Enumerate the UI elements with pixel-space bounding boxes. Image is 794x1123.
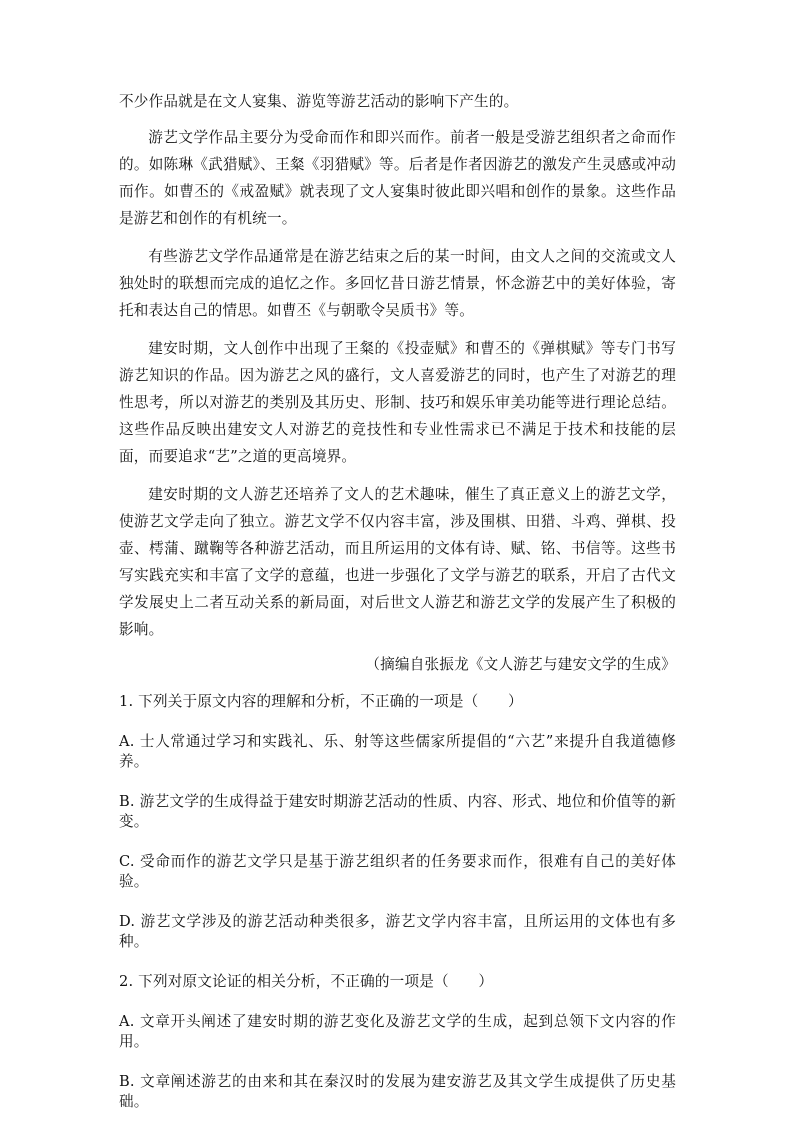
question-1-option-d: D. 游艺文学涉及的游艺活动种类很多，游艺文学内容丰富，且所运用的文体也有多种。: [119, 913, 676, 950]
passage-source: （摘编自张振龙《文人游艺与建安文学的生成》: [365, 656, 676, 673]
passage-paragraph-3: 建安时期，文人创作中出现了王粲的《投壶赋》和曹丕的《弹棋赋》等专门书写游艺知识的作品。因为游艺之风的盛行，文人喜爱游艺的同时，也产生了对游艺的理性思考，所以对游艺的类别及其历史、形制、技巧和娱乐审美功能等进行理论总结。这些作品反映出建安文人对游艺的竞技性和专业性需求已不满足于技术和技能的层面，而要追求“艺”之道的更高境界。: [119, 340, 676, 465]
passage-paragraph-0: 不少作品就是在文人宴集、游览等游艺活动的影响下产生的。: [119, 93, 519, 110]
passage-paragraph-1: 游艺文学作品主要分为受命而作和即兴而作。前者一般是受游艺组织者之命而作的。如陈琳《武猎赋》、王粲《羽猎赋》等。后者是作者因游艺的激发产生灵感或冲动而作。如曹丕的《戒盈赋》就表现了文人宴集时彼此即兴唱和创作的景象。这些作品是游艺和创作的有机统一。: [119, 129, 676, 227]
question-2-option-a: A. 文章开头阐述了建安时期的游艺变化及游艺文学的生成，起到总领下文内容的作用。: [119, 1013, 676, 1050]
question-1-stem: 1. 下列关于原文内容的理解和分析，不正确的一项是（ ）: [119, 693, 523, 710]
passage-paragraph-4: 建安时期的文人游艺还培养了文人的艺术趣味，催生了真正意义上的游艺文学，使游艺文学走向了独立。游艺文学不仅内容丰富，涉及围棋、田猎、斗鸡、弹棋、投壶、樗蒲、蹴鞠等各种游艺活动，而且所运用的文体有诗、赋、铭、书信等。这些书写实践充实和丰富了文学的意蕴，也进一步强化了文学与游艺的联系，开启了古代文学发展史上二者互动关系的新局面，对后世文人游艺和游艺文学的发展产生了积极的影响。: [119, 486, 676, 638]
question-1-option-a: A. 士人常通过学习和实践礼、乐、射等这些儒家所提倡的“六艺”来提升自我道德修养。: [119, 733, 676, 770]
question-2-stem: 2. 下列对原文论证的相关分析，不正确的一项是（ ）: [119, 973, 494, 990]
question-1-option-b: B. 游艺文学的生成得益于建安时期游艺活动的性质、内容、形式、地位和价值等的新变。: [119, 793, 676, 830]
exam-page: [119, 88, 676, 1112]
question-2-option-b: B. 文章阐述游艺的由来和其在秦汉时的发展为建安游艺及其文学生成提供了历史基础。: [119, 1073, 676, 1110]
question-1-option-c: C. 受命而作的游艺文学只是基于游艺组织者的任务要求而作，很难有自己的美好体验。: [119, 853, 676, 890]
passage-paragraph-2: 有些游艺文学作品通常是在游艺结束之后的某一时间，由文人之间的交流或文人独处时的联想而完成的追忆之作。多回忆昔日游艺情景，怀念游艺中的美好体验，寄托和表达自己的情思。如曹丕《与朝歌令吴质书》等。: [119, 248, 676, 319]
